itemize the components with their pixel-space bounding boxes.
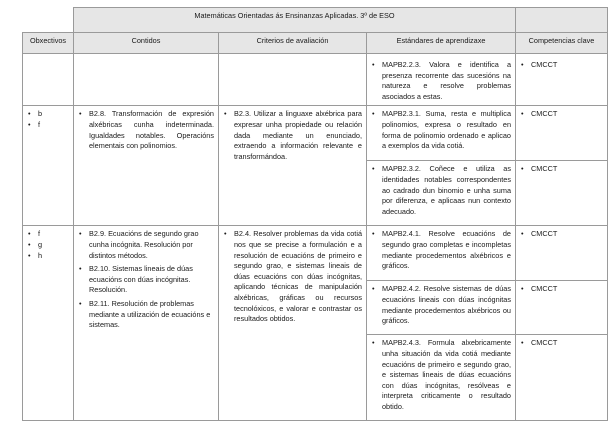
- curriculum-table: [22, 7, 608, 421]
- standard-item: • MAPB2.2.3. Valora e identifica a presenza recorrente das sucesións na natureza e resolve problemas asociados a estas.: [371, 60, 511, 102]
- competence-item: • CMCCT: [520, 229, 603, 240]
- standard-item: • MAPB2.4.2. Resolve sistemas de dúas ecuacións lineais con dúas incógnitas mediante procedementos alxébricos ou gráficos.: [371, 284, 511, 326]
- content-item: • B2.9. Ecuacións de segundo grao cunha incógnita. Resolución por distintos métodos.: [78, 229, 214, 261]
- competence-cell: [516, 161, 608, 226]
- header-criteria: Criterios de avaliación: [219, 33, 367, 54]
- standard-cell: [367, 161, 516, 226]
- table-row: [23, 106, 608, 161]
- criteria-cell: [219, 106, 367, 226]
- criterion-item: • B2.4. Resolver problemas da vida cotiá nos que se precise a formulación e a resolución de ecuacións de primeiro e segundo grao, e sistemas lineais de dúas ecuacións con dúas incógnitas, aplicando técnicas de manipulación alxébricas, gráficas ou recursos tecnolóxicos, e valorar e contrastar os resultados obtidos.: [223, 229, 362, 324]
- criteria-cell: [219, 54, 367, 106]
- standard-item: • MAPB2.4.1. Resolve ecuacións de segundo grao completas e incompletas mediante procedementos alxébricos e gráficos.: [371, 229, 511, 271]
- header-standards: Estándares de aprendizaxe: [367, 33, 516, 54]
- criterion-item: • B2.3. Utilizar a linguaxe alxébrica para expresar unha propiedade ou relación dada mediante un enunciado, extraendo a información relevante e transformándoa.: [223, 109, 362, 162]
- contents-cell: [74, 226, 219, 421]
- competence-item: • CMCCT: [520, 60, 603, 71]
- competence-cell: [516, 281, 608, 335]
- header-contents: Contidos: [74, 33, 219, 54]
- objectives-cell: [23, 106, 74, 226]
- contents-cell: [74, 54, 219, 106]
- contents-cell: [74, 106, 219, 226]
- header-objectives: Obxectivos: [23, 33, 74, 54]
- objective-item: • f: [27, 229, 69, 240]
- header-competences: Competencias clave: [516, 33, 608, 54]
- competence-item: • CMCCT: [520, 164, 603, 175]
- standard-cell: [367, 335, 516, 421]
- objective-item: • b: [27, 109, 69, 120]
- competence-cell: [516, 335, 608, 421]
- table-title: Matemáticas Orientadas ás Ensinanzas Aplicadas. 3º de ESO: [74, 8, 516, 33]
- competence-cell: [516, 54, 608, 106]
- table-row: [23, 226, 608, 281]
- objective-item: • f: [27, 120, 69, 131]
- objectives-cell: [23, 54, 74, 106]
- standard-cell: [367, 54, 516, 106]
- content-item: • B2.8. Transformación de expresión alxébricas cunha indeterminada. Igualdades notables. Operacións elementais con polinomios.: [78, 109, 214, 151]
- standard-item: • MAPB2.3.1. Suma, resta e multiplica polinomios, expresa o resultado en forma de polinomio ordenado e aplicao a exemplos da vida cotiá.: [371, 109, 511, 151]
- competence-cell: [516, 226, 608, 281]
- standard-item: • MAPB2.3.2. Coñece e utiliza as identidades notables correspondentes ao cadrado dun binomio e unha suma por diferenza, e aplicaas nun contexto adecuado.: [371, 164, 511, 217]
- objective-item: • h: [27, 251, 69, 262]
- competence-item: • CMCCT: [520, 284, 603, 295]
- content-item: • B2.11. Resolución de problemas mediante a utilización de ecuacións e sistemas.: [78, 299, 214, 331]
- competence-item: • CMCCT: [520, 338, 603, 349]
- standard-cell: [367, 106, 516, 161]
- objectives-cell: [23, 226, 74, 421]
- table-row: [23, 54, 608, 106]
- standard-cell: [367, 226, 516, 281]
- blank-title-cell: [516, 8, 608, 33]
- content-item: • B2.10. Sistemas lineais de dúas ecuacións con dúas incógnitas. Resolución.: [78, 264, 214, 296]
- objective-item: • g: [27, 240, 69, 251]
- standard-cell: [367, 281, 516, 335]
- criteria-cell: [219, 226, 367, 421]
- blank-corner-cell: [23, 8, 74, 33]
- standard-item: • MAPB2.4.3. Formula alxebricamente unha situación da vida cotiá mediante ecuacións de primeiro e segundo grao, e sistemas lineais de dúas ecuacións con dúas incógnitas, resólveas e interpreta criticamente o resultado obtido.: [371, 338, 511, 412]
- competence-cell: [516, 106, 608, 161]
- competence-item: • CMCCT: [520, 109, 603, 120]
